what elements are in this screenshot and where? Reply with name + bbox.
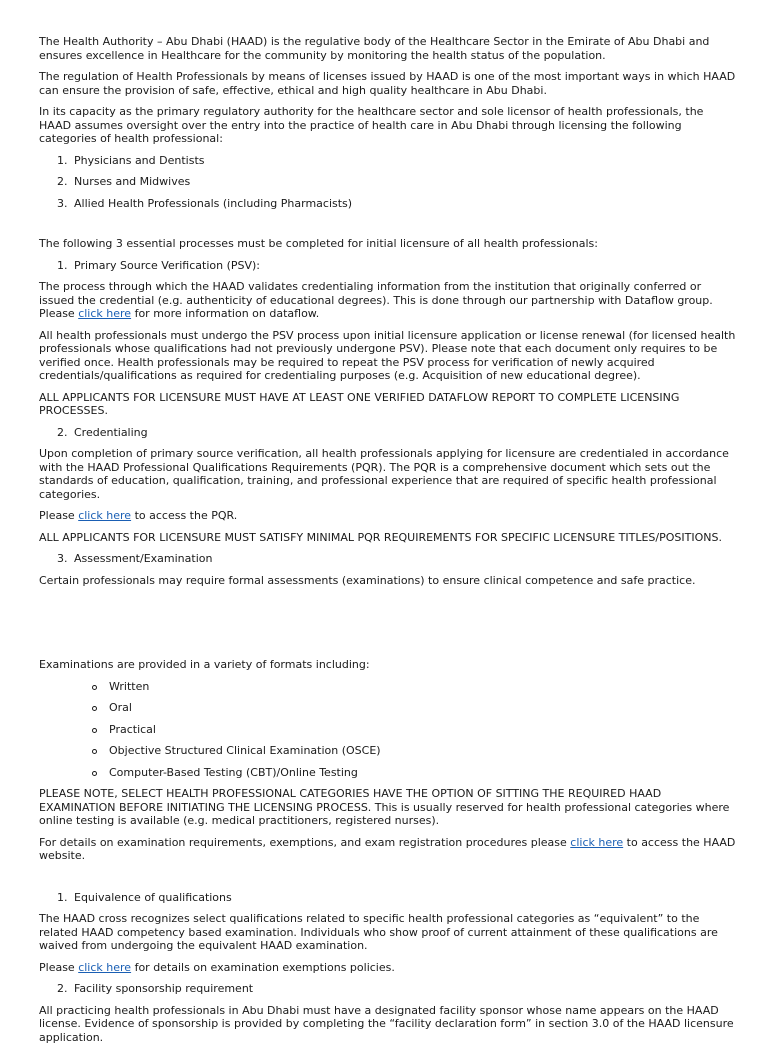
spacer [39,871,739,891]
haad-website-link[interactable]: click here [570,835,624,849]
credentialing-notice: ALL APPLICANTS FOR LICENSURE MUST SATISFY MINIMAL PQR REQUIREMENTS FOR SPECIFIC LICENSURE TITLES/POSITIONS. [39,530,722,544]
processes-intro: The following 3 essential processes must be completed for initial licensure of all health professionals: [39,237,598,250]
assessment-paragraph: Certain professionals may require formal assessments (examinations) to ensure clinical competence and safe practice. [39,573,696,587]
credentialing-text: to access the PQR. [131,509,238,522]
exam-format-label: Oral [109,701,132,714]
exam-format-item [39,680,739,694]
equivalence-heading-label: Equivalence of qualifications [74,890,232,904]
list-number: 2. [57,425,68,439]
circle-bullet-icon [92,749,97,754]
list-number: 1. [57,890,68,904]
list-number: 3. [57,552,68,565]
equivalence-paragraph-2 [39,961,739,975]
dataflow-link[interactable]: click here [78,307,132,320]
sponsorship-paragraph: All practicing health professionals in Abu Dhabi must have a designated facility sponsor whose name appears on the HAAD license. Evidence of sponsorship is provided by completing the “facility declaration form” in section 3.0 of the HAAD licensure application. [39,1003,734,1044]
process-heading-label: Assessment/Examination [74,552,213,565]
equivalence-paragraph-1: The HAAD cross recognizes select qualifications related to specific health professional categories as “equivalent” to the related HAAD competency based examination. Individuals who show proof of current attainment of these qualifications are waived from undergoing the equivalent HAAD examination. [39,912,718,952]
psv-paragraph-1 [39,280,739,321]
pqr-link[interactable]: click here [78,509,132,522]
list-number: 2. [57,175,68,188]
exams-details-text: to access the HAAD website. [39,835,736,862]
category-item [39,154,739,168]
list-number: 1. [57,153,68,167]
exam-format-label: Written [109,679,150,693]
category-label: Allied Health Professionals (including Pharmacists) [74,196,353,210]
exams-intro: Examinations are provided in a variety of formats including: [39,658,370,671]
process-heading-credentialing [39,426,739,440]
list-number: 3. [57,196,68,210]
circle-bullet-icon [92,685,97,690]
exam-format-item [39,701,739,715]
category-label: Physicians and Dentists [74,153,205,167]
intro-paragraph-1: The Health Authority – Abu Dhabi (HAAD) is the regulative body of the Healthcare Sector in the Emirate of Abu Dhabi and ensures excellence in Healthcare for the community by monitoring the health status of the population. [39,35,710,62]
exams-note: PLEASE NOTE, SELECT HEALTH PROFESSIONAL CATEGORIES HAVE THE OPTION OF SITTING THE REQUIRED HAAD EXAMINATION BEFORE INITIATING THE LICENSING PROCESS. This is usually reserved for health professional categories where online testing is available (e.g. medical practitioners, registered nurses). [39,787,730,827]
category-item [39,175,739,189]
exam-format-label: Objective Structured Clinical Examination (OSCE) [109,744,381,757]
process-heading-psv [39,259,739,273]
sponsorship-heading-label: Facility sponsorship requirement [74,982,254,995]
exam-format-item [39,723,739,737]
equivalence-text: for details on examination exemptions policies. [131,960,395,974]
circle-bullet-icon [92,771,97,776]
intro-paragraph-3: In its capacity as the primary regulatory authority for the healthcare sector and sole licensor of health professionals, the HAAD assumes oversight over the entry into the practice of health care in Abu Dhabi through licensing the following categories of health professional: [39,105,704,145]
spacer [39,218,739,237]
credentialing-paragraph-1: Upon completion of primary source verification, all health professionals applying for licensure are credentialed in accordance with the HAAD Professional Qualifications Requirements (PQR). The PQR is a comprehensive document which sets out the standards of education, qualification, training, and professional experience that are required of specific health professional categories. [39,447,729,501]
process-heading-label: Primary Source Verification (PSV): [74,258,261,272]
intro-paragraph-2: The regulation of Health Professionals by means of licenses issued by HAAD is one of the most important ways in which HAAD can ensure the provision of safe, effective, ethical and high quality healthcare in Abu Dhabi. [39,70,736,97]
list-number: 2. [57,982,68,995]
process-heading-label: Credentialing [74,425,148,439]
psv-paragraph-2: All health professionals must undergo the PSV process upon initial licensure application or license renewal (for licensed health professionals whose qualifications had not previously undergone PSV). Please note that each document only requires to be verified once. Health professionals may be required to repeat the PSV process for verification of newly acquired credentials/qualifications as required for credentialing purposes (e.g. Acquisition of new educational degree). [39,328,736,382]
psv-text: The process through which the HAAD validates credentialing information from the institution that originally conferred or issued the credential (e.g. authenticity of educational degrees). This is done through our partnership with Dataflow group. Please [39,280,713,320]
document-page [39,35,739,1052]
credentialing-text: Please [39,509,79,522]
exemptions-link[interactable]: click here [78,960,132,974]
circle-bullet-icon [92,728,97,733]
list-number: 1. [57,258,68,272]
category-item [39,197,739,211]
exams-details-text: For details on examination requirements, exemptions, and exam registration procedures please [39,835,571,849]
psv-notice: ALL APPLICANTS FOR LICENSURE MUST HAVE AT LEAST ONE VERIFIED DATAFLOW REPORT TO COMPLETE LICENSING PROCESSES. [39,390,680,417]
exam-format-label: Practical [109,722,156,736]
exam-format-item [39,744,739,758]
exam-format-item [39,766,739,780]
exam-format-label: Computer-Based Testing (CBT)/Online Testing [109,765,358,779]
psv-text: for more information on dataflow. [131,307,320,320]
circle-bullet-icon [92,706,97,711]
exams-details [39,836,739,863]
sponsorship-heading [39,982,739,996]
process-heading-assessment [39,552,739,566]
category-label: Nurses and Midwives [74,175,191,188]
equivalence-text: Please [39,960,79,974]
equivalence-heading [39,891,739,905]
spacer [39,595,739,658]
credentialing-paragraph-2 [39,509,739,523]
